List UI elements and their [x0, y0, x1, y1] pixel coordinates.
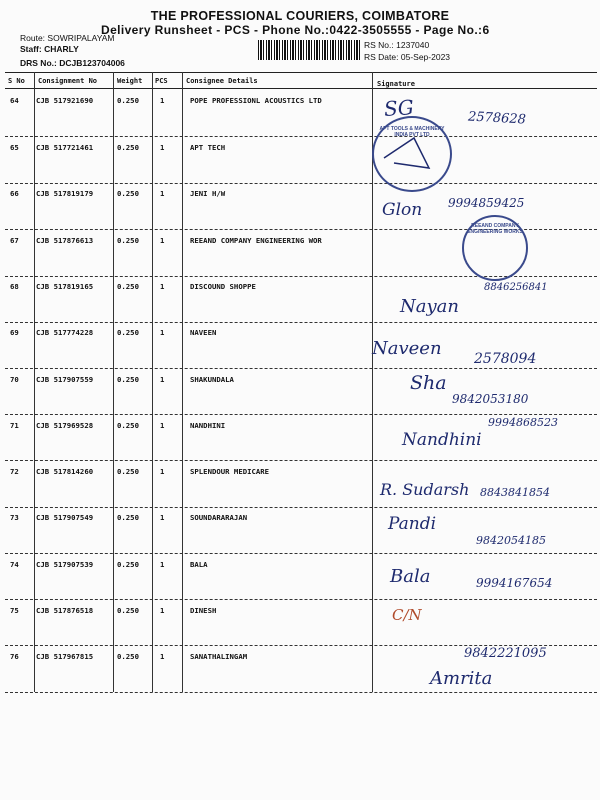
row-separator — [5, 414, 597, 415]
cell-consignee: SHAKUNDALA — [190, 375, 234, 384]
row-separator — [5, 136, 597, 137]
stamp-text: APT TOOLS & MACHINERY INDIA PVT LTD — [379, 126, 445, 138]
cell-consignee: POPE PROFESSIONL ACOUSTICS LTD — [190, 96, 322, 105]
cell-consignee: SOUNDARARAJAN — [190, 513, 248, 522]
cell-weight: 0.250 — [117, 236, 139, 245]
cell-weight: 0.250 — [117, 189, 139, 198]
company-stamp-apt — [372, 116, 452, 192]
row-separator — [5, 322, 597, 323]
cell-sno: 71 — [10, 421, 19, 430]
signature-phone-68: 8846256841 — [484, 282, 548, 293]
col-sno: S No — [8, 77, 25, 85]
rs-no-value: 1237040 — [396, 40, 430, 50]
cell-sno: 64 — [10, 96, 19, 105]
cell-consignment: CJB 517907559 — [36, 375, 94, 384]
signature-74: Bala — [390, 566, 431, 587]
cell-consignment: CJB 517814260 — [36, 467, 94, 476]
route-value: SOWRIPALAYAM — [47, 33, 115, 43]
signature-70: Sha — [410, 372, 447, 394]
cell-pcs: 1 — [160, 513, 165, 522]
col-consignment: Consignment No — [38, 77, 98, 85]
cell-consignee: DINESH — [190, 606, 217, 615]
rs-no-label: RS No.: — [364, 40, 394, 50]
signature-phone-70: 9842053180 — [452, 392, 529, 406]
rs-date-value: 05-Sep-2023 — [400, 52, 451, 62]
cell-weight: 0.250 — [117, 96, 139, 105]
signature-66: Glon — [382, 200, 423, 220]
cell-consignment: CJB 517907539 — [36, 560, 94, 569]
table-header-border — [5, 88, 597, 89]
cell-consignment: CJB 517876613 — [36, 236, 94, 245]
cell-pcs: 1 — [160, 189, 165, 198]
cell-weight: 0.250 — [117, 560, 139, 569]
document-subtitle: Delivery Runsheet - PCS - Phone No.:0422-3505555 - Page No.:6 — [101, 23, 490, 37]
cell-consignee: NANDHINI — [190, 421, 226, 430]
cell-pcs: 1 — [160, 652, 165, 661]
drs-label: DRS No.: — [20, 58, 57, 68]
col-consignee: Consignee Details — [186, 77, 258, 85]
staff-label: Staff: — [20, 44, 42, 54]
staff-line — [20, 44, 79, 54]
signature-phone-76: 9842221095 — [464, 646, 547, 661]
cell-sno: 76 — [10, 652, 19, 661]
signature-69: Naveen — [372, 338, 442, 359]
signature-phone-73: 9842054185 — [476, 534, 546, 547]
cell-pcs: 1 — [160, 375, 165, 384]
cell-consignment: CJB 517774228 — [36, 328, 94, 337]
signature-phone-71: 9994868523 — [488, 416, 558, 429]
cell-pcs: 1 — [160, 467, 165, 476]
cell-sno: 67 — [10, 236, 19, 245]
stamp-text: REEAND COMPANY ENGINEERING WORKS — [467, 223, 523, 235]
cell-consignment: CJB 517721461 — [36, 143, 94, 152]
cell-consignment: CJB 517819165 — [36, 282, 94, 291]
col-weight: Weight — [117, 77, 143, 85]
row-separator — [5, 553, 597, 554]
row-separator — [5, 183, 597, 184]
company-stamp-reeand — [462, 215, 528, 281]
cell-consignee: SANATHALINGAM — [190, 652, 248, 661]
cell-sno: 69 — [10, 328, 19, 337]
cell-sno: 66 — [10, 189, 19, 198]
col-pcs: PCS — [155, 77, 168, 85]
cell-sno: 65 — [10, 143, 19, 152]
document-title: THE PROFESSIONAL COURIERS, COIMBATORE — [150, 9, 450, 23]
route-line — [20, 33, 115, 43]
cell-consignee: NAVEEN — [190, 328, 217, 337]
signature-76: Amrita — [430, 668, 493, 689]
cell-consignment: CJB 517819179 — [36, 189, 94, 198]
signature-71: Nandhini — [402, 430, 482, 450]
cell-consignment: CJB 517907549 — [36, 513, 94, 522]
row-separator — [5, 507, 597, 508]
cell-consignee: JENI H/W — [190, 189, 226, 198]
cell-sno: 72 — [10, 467, 19, 476]
cell-weight: 0.250 — [117, 328, 139, 337]
cell-consignment: CJB 517969528 — [36, 421, 94, 430]
cell-sno: 68 — [10, 282, 19, 291]
signature-phone-72: 8843841854 — [480, 486, 550, 499]
signature-72: R. Sudarsh — [380, 480, 470, 499]
signature-phone-64: 2578628 — [467, 109, 527, 128]
cell-pcs: 1 — [160, 143, 165, 152]
row-separator — [5, 692, 597, 693]
col-signature: Signature — [377, 80, 415, 88]
cell-weight: 0.250 — [117, 606, 139, 615]
cell-consignee: REEAND COMPANY ENGINEERING WOR — [190, 236, 322, 245]
cell-consignee: DISCOUND SHOPPE — [190, 282, 256, 291]
cell-weight: 0.250 — [117, 421, 139, 430]
cell-weight: 0.250 — [117, 282, 139, 291]
cell-pcs: 1 — [160, 606, 165, 615]
cell-sno: 74 — [10, 560, 19, 569]
signature-64: SG — [383, 94, 415, 122]
route-label: Route: — [20, 33, 46, 43]
rs-date-line — [364, 52, 450, 62]
cell-weight: 0.250 — [117, 652, 139, 661]
cell-consignee: BALA — [190, 560, 208, 569]
drs-value: DCJB123704006 — [59, 58, 125, 68]
cell-weight: 0.250 — [117, 467, 139, 476]
cell-sno: 75 — [10, 606, 19, 615]
cell-consignee: APT TECH — [190, 143, 226, 152]
signature-phone-69: 2578094 — [474, 351, 537, 367]
rs-no-line — [364, 40, 429, 50]
stamp-scribble — [374, 118, 450, 190]
cell-pcs: 1 — [160, 282, 165, 291]
rs-date-label: RS Date: — [364, 52, 399, 62]
cell-consignment: CJB 517876518 — [36, 606, 94, 615]
barcode — [258, 40, 360, 60]
cell-consignee: SPLENDOUR MEDICARE — [190, 467, 270, 476]
staff-value: CHARLY — [44, 44, 79, 54]
table-top-border — [5, 72, 597, 73]
drs-line — [20, 58, 125, 68]
cell-sno: 73 — [10, 513, 19, 522]
row-separator — [5, 460, 597, 461]
cell-pcs: 1 — [160, 560, 165, 569]
cell-pcs: 1 — [160, 328, 165, 337]
handwritten-note-75: C/N — [392, 606, 422, 624]
cell-consignment: CJB 517967815 — [36, 652, 94, 661]
cell-sno: 70 — [10, 375, 19, 384]
cell-weight: 0.250 — [117, 143, 139, 152]
cell-pcs: 1 — [160, 421, 165, 430]
cell-consignment: CJB 517921690 — [36, 96, 94, 105]
cell-pcs: 1 — [160, 96, 165, 105]
row-separator — [5, 368, 597, 369]
signature-phone-66: 9994859425 — [448, 196, 525, 210]
signature-68: Nayan — [400, 296, 459, 317]
cell-weight: 0.250 — [117, 375, 139, 384]
signature-phone-74: 9994167654 — [476, 576, 553, 590]
row-separator — [5, 599, 597, 600]
cell-pcs: 1 — [160, 236, 165, 245]
cell-weight: 0.250 — [117, 513, 139, 522]
signature-73: Pandi — [388, 514, 437, 534]
